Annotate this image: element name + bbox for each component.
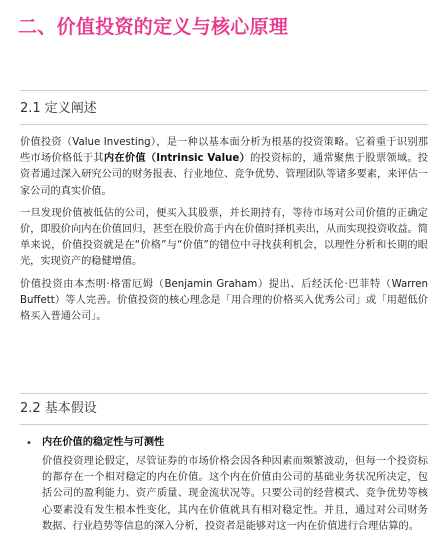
- section-heading: 2.1 定义阐述: [20, 101, 97, 116]
- section-heading: 2.2 基本假设: [20, 401, 97, 416]
- paragraph-text: 价值投资（Value Investing），是一种以基本面分析为根基的投资策略。它着重于识别那些市场价格低于其: [20, 137, 428, 165]
- paragraph-buy-and-hold: 一旦发现价值被低估的公司，便买入其股票，并长期持有，等待市场对公司价值的正确定价，即股价向内在价值回归，甚至在股价高于内在价值时择机卖出，从而实现投资收益。简单来说，价值投资就是在“价格”与“价值”的错位中寻找获利机会，以理性分析和长期的眼光，实现资产的稳健增值。: [20, 207, 428, 268]
- section-assumptions: [20, 393, 428, 535]
- paragraph-origin: 价值投资由本杰明·格雷厄姆（Benjamin Graham）提出、后经沃伦·巴菲特（Warren Buffett）等人完善。价值投资的核心理念是「用合理的价格买入优秀公司」或「用超低价格买入普通公司」。: [20, 278, 428, 323]
- section-divider: [20, 90, 428, 91]
- section-divider: [20, 393, 428, 394]
- list-item: [20, 435, 428, 535]
- bullet-body: 价值投资理论假定，尽管证券的市场价格会因各种因素而频繁波动，但每一个投资标的都存在一个相对稳定的内在价值。这个内在价值由公司的基础业务状况所决定，包括公司的盈利能力、资产质量、现金流状况等。只要公司的经营模式、竞争优势等核心要素没有发生根本性变化，其内在价值就具有相对稳定性。并且，通过对公司财务数据、行业趋势等信息的深入分析，投资者是能够对这一内在价值进行合理估算的。: [42, 456, 428, 532]
- chapter-title: 二、价值投资的定义与核心原理: [18, 16, 289, 38]
- paragraph-emphasis: 内在价值（Intrinsic Value）: [103, 153, 251, 165]
- paragraph-text: 的投资标的，通常聚焦于股票领域。投资者通过深入研究公司的财务报表、行业地位、竞争优势、管理团队等诸多要素，来评估一家公司的真实价值。: [20, 153, 428, 197]
- paragraph-definition: [20, 135, 428, 200]
- bullet-marker: •: [26, 438, 32, 449]
- section-definition: [20, 90, 428, 325]
- section-divider: [20, 424, 428, 425]
- section-divider: [20, 124, 428, 125]
- bullet-title: 内在价值的稳定性与可测性: [42, 437, 165, 448]
